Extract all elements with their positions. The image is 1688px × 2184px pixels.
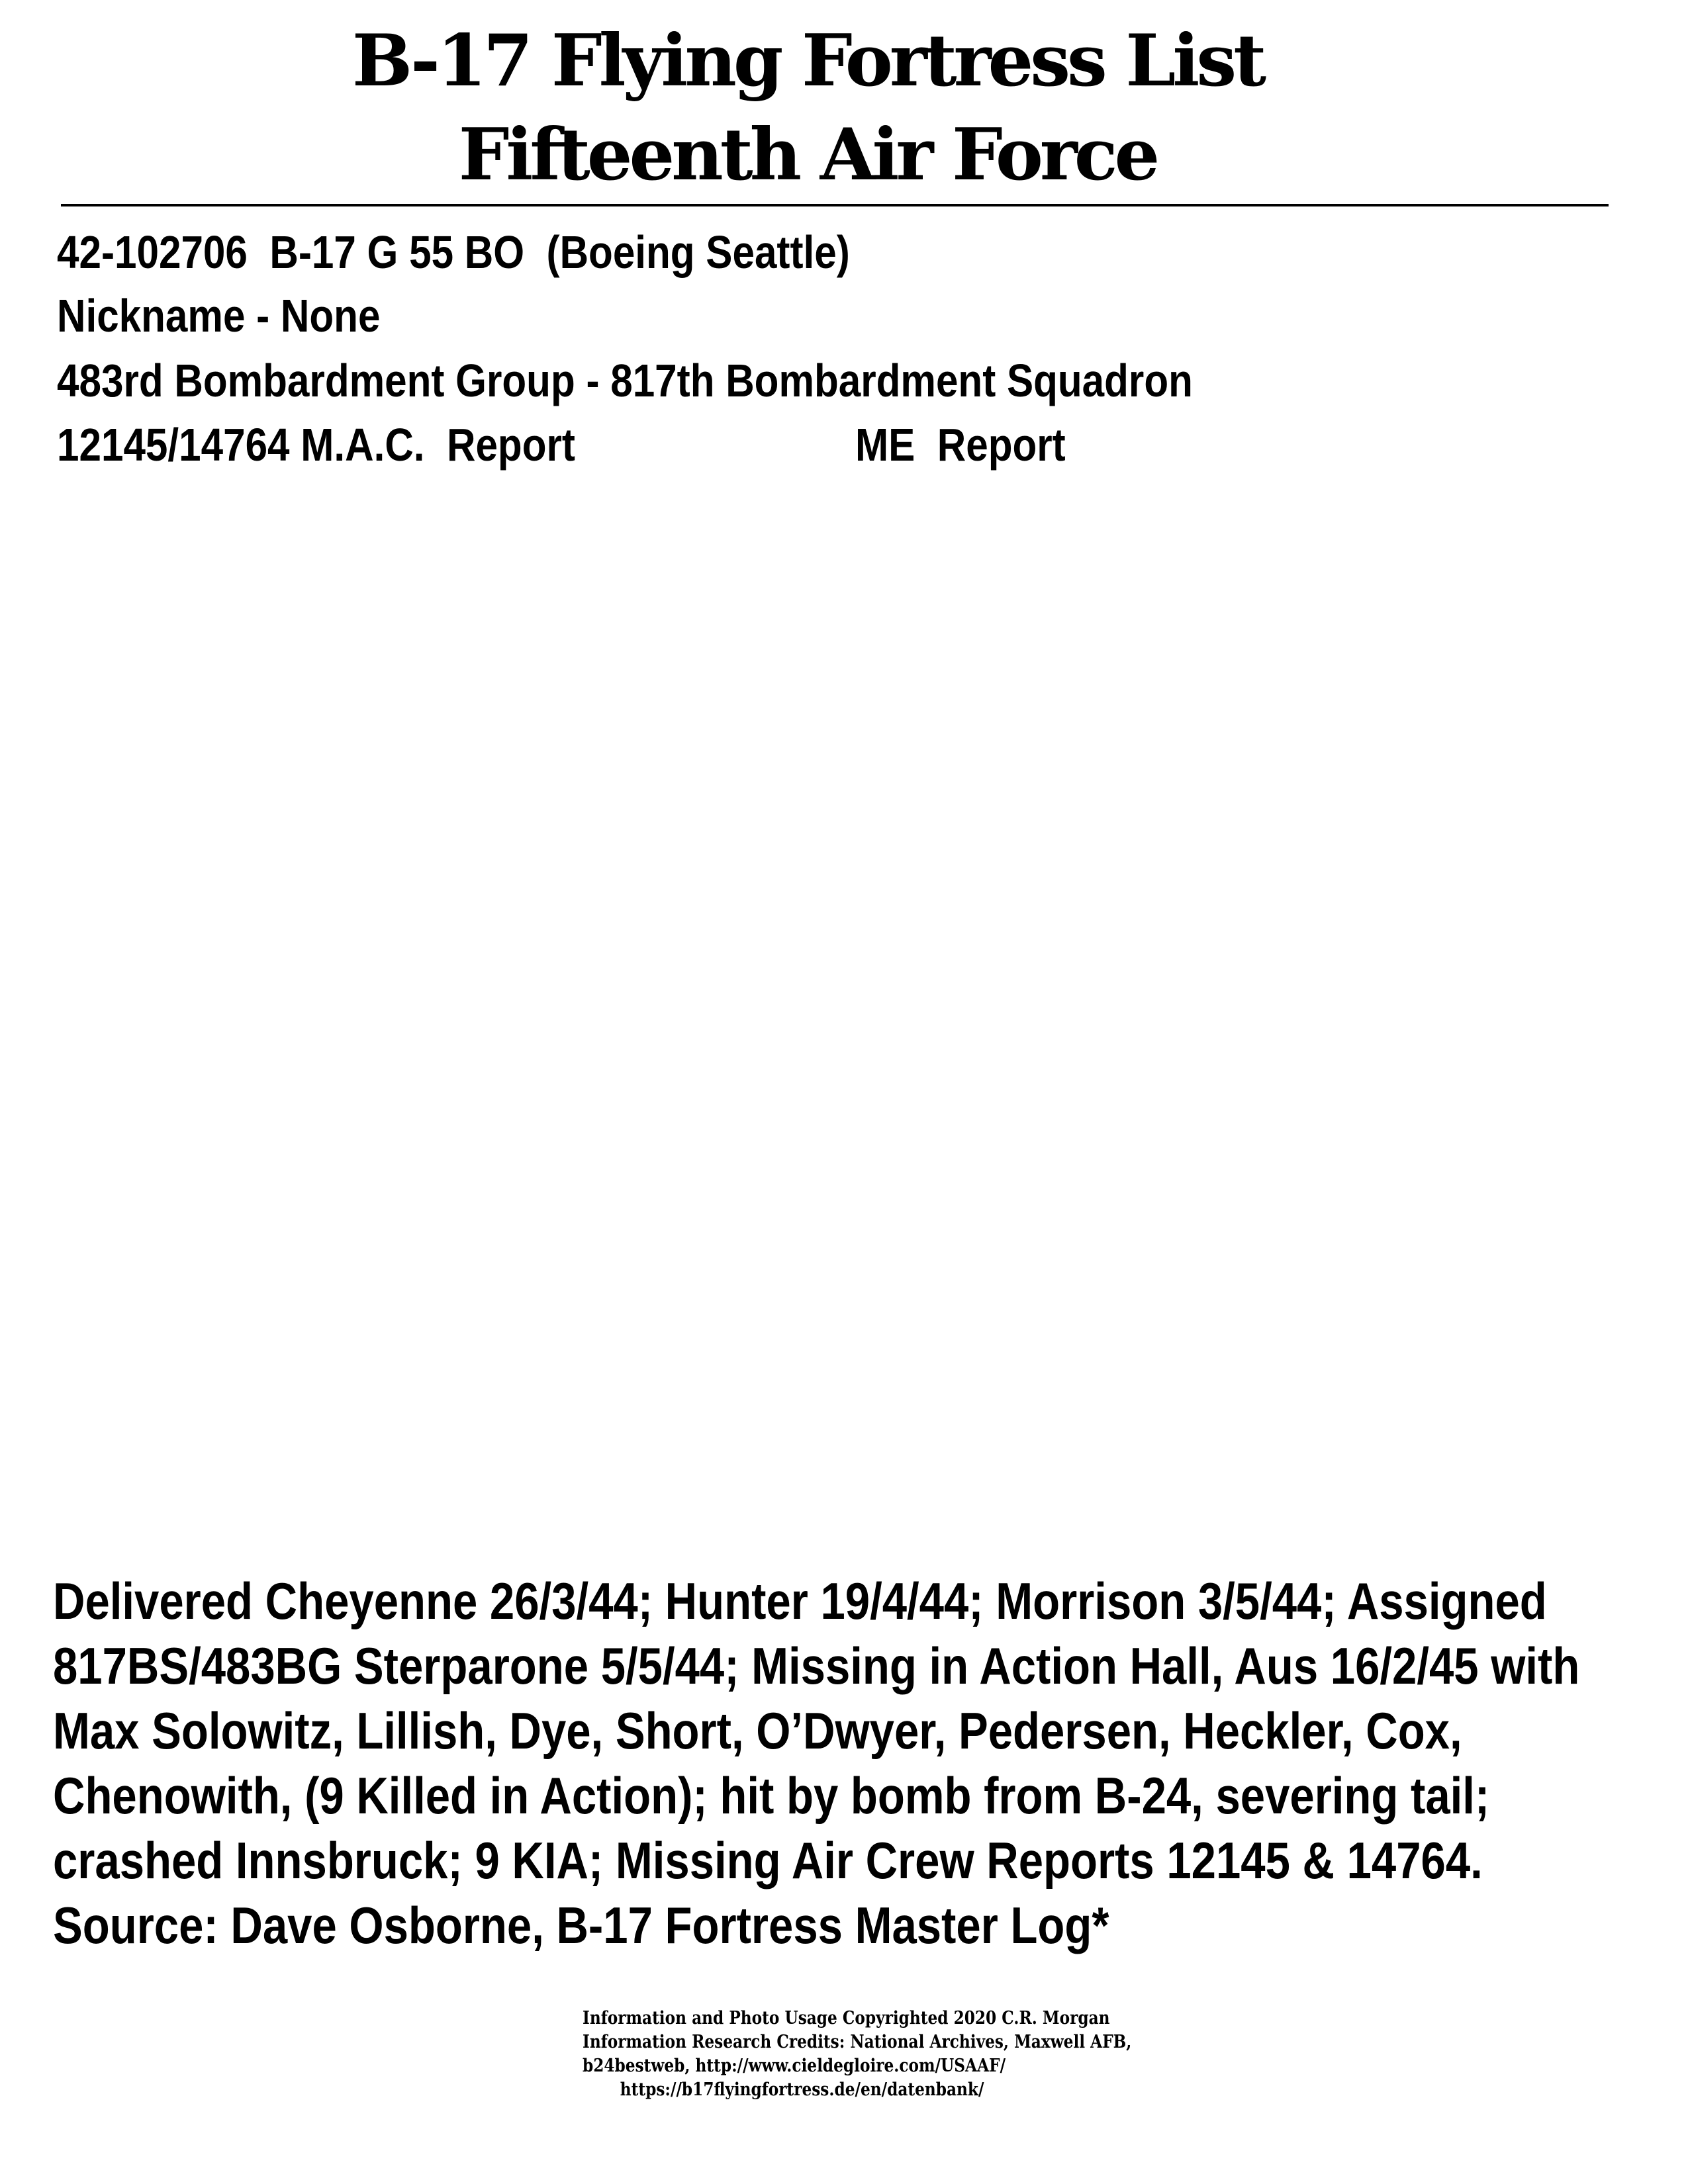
credit-line: Information Research Credits: National Archives, Maxwell AFB, bbox=[583, 2032, 1132, 2052]
credit-link[interactable]: https://b17flyingfortress.de/en/datenbank/ bbox=[620, 2079, 984, 2100]
title-divider bbox=[61, 204, 1609, 206]
aircraft-history bbox=[53, 1569, 1601, 1958]
page-title: B-17 Flying Fortress List bbox=[352, 19, 1264, 103]
history-line: Max Solowitz, Lillish, Dye, Short, O’Dwyer, Pedersen, Heckler, Cox, bbox=[53, 1702, 1462, 1760]
history-line: Chenowith, (9 Killed in Action); hit by bomb from B-24, severing tail; bbox=[53, 1766, 1490, 1825]
credits-footer bbox=[583, 2007, 1131, 2102]
credit-line: b24bestweb, http://www.cieldegloire.com/USAAF/ bbox=[583, 2056, 1006, 2076]
history-line: 817BS/483BG Sterparone 5/5/44; Missing in Action Hall, Aus 16/2/45 with bbox=[53, 1637, 1580, 1695]
page-subtitle: Fifteenth Air Force bbox=[458, 113, 1157, 197]
history-line: Delivered Cheyenne 26/3/44; Hunter 19/4/44; Morrison 3/5/44; Assigned bbox=[53, 1572, 1547, 1630]
mac-report-link[interactable]: 12145/14764 M.A.C. Report bbox=[57, 419, 575, 471]
aircraft-serial: 42-102706 B-17 G 55 BO (Boeing Seattle) bbox=[57, 226, 850, 278]
aircraft-nickname: Nickname - None bbox=[57, 290, 381, 341]
history-source: Source: Dave Osborne, B-17 Fortress Master Log* bbox=[53, 1896, 1109, 1954]
history-line: crashed Innsbruck; 9 KIA; Missing Air Crew Reports 12145 & 14764. bbox=[53, 1831, 1483, 1889]
me-report-link[interactable]: ME Report bbox=[855, 419, 1066, 471]
aircraft-unit: 483rd Bombardment Group - 817th Bombardment Squadron bbox=[57, 355, 1193, 406]
credit-line: Information and Photo Usage Copyrighted 2020 C.R. Morgan bbox=[583, 2008, 1110, 2028]
